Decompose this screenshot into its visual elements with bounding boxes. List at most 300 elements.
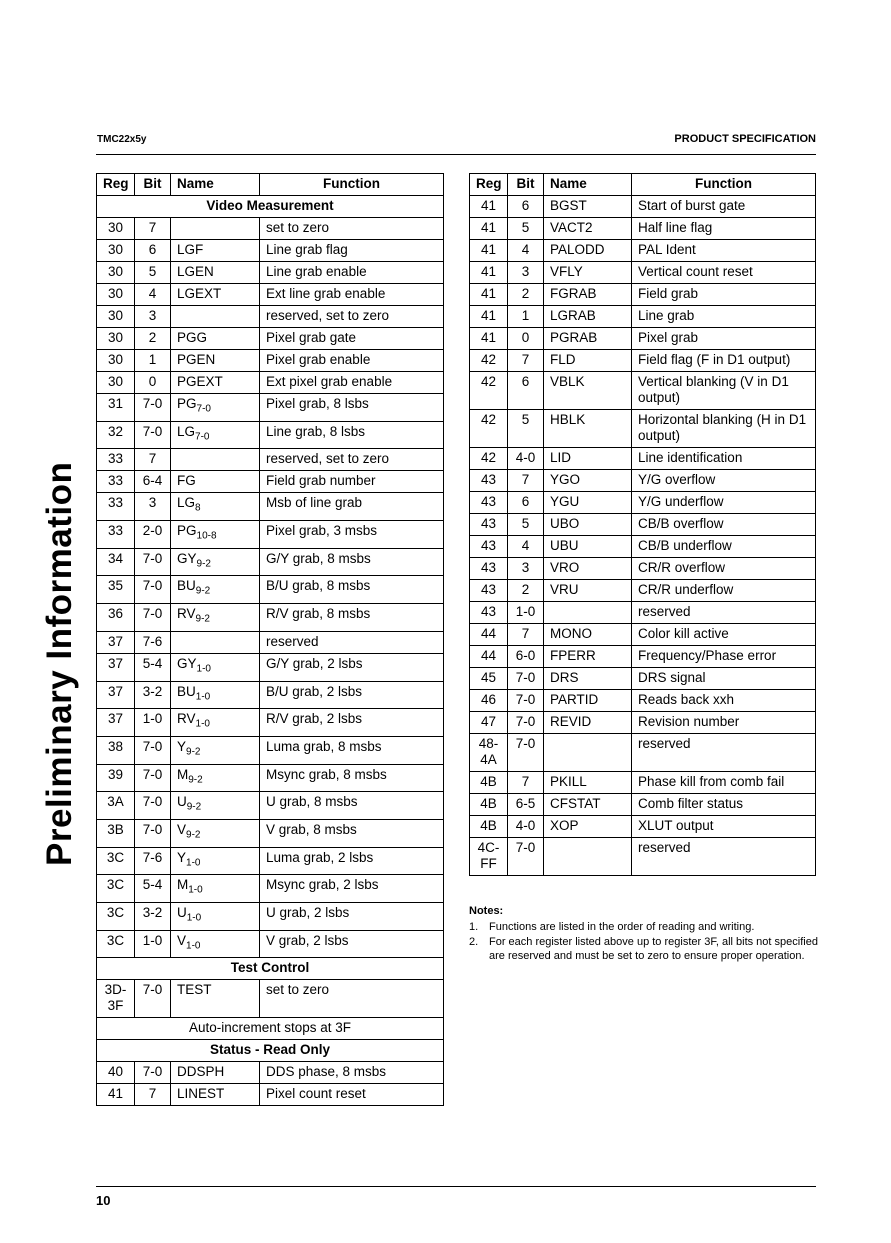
cell-name [544,646,632,668]
side-label: Preliminary Information [40,461,79,866]
cell-bit: 7 [508,624,544,646]
cell-function: CB/B overflow [632,514,816,536]
cell-bit: 7-0 [135,421,171,449]
cell-function: reserved, set to zero [260,306,444,328]
register-name: VRU [550,582,579,597]
notes-title: Notes: [469,905,504,917]
cell-reg: 32 [97,421,135,449]
cell-function: PAL Ident [632,240,816,262]
cell-reg: 30 [97,372,135,394]
cell-function: set to zero [260,218,444,240]
cell-bit: 4-0 [508,816,544,838]
bit-range-subscript: 9-2 [188,774,203,786]
table-row [470,580,816,602]
cell-name [544,262,632,284]
register-name: BU [177,683,196,699]
cell-reg: 46 [470,690,508,712]
col-header-bit: Bit [135,174,171,196]
cell-bit: 7 [508,772,544,794]
bit-range-subscript: 10-8 [196,530,217,542]
cell-function: R/V grab, 8 msbs [260,604,444,632]
cell-bit: 3-2 [135,903,171,931]
cell-bit: 7-0 [135,394,171,422]
bit-range-subscript: 9-2 [195,586,211,598]
cell-name [171,1062,260,1084]
cell-reg: 33 [97,471,135,493]
cell-reg: 42 [470,448,508,470]
cell-bit: 7-6 [135,631,171,653]
cell-bit: 0 [508,328,544,350]
col-header-reg: Reg [97,174,135,196]
cell-function: Revision number [632,712,816,734]
table-row [470,372,816,410]
cell-function: Line grab [632,306,816,328]
table-row [470,536,816,558]
register-name: PG [177,396,197,411]
cell-reg: 33 [97,521,135,549]
cell-reg: 30 [97,328,135,350]
cell-reg: 41 [470,262,508,284]
cell-reg: 3C [97,875,135,903]
cell-function: U grab, 2 lsbs [260,903,444,931]
table-row [470,284,816,306]
cell-name [171,764,260,792]
cell-name [544,514,632,536]
register-name: LG [177,423,196,439]
cell-reg: 42 [470,350,508,372]
cell-function: Frequency/Phase error [632,646,816,668]
table-row [97,471,444,493]
cell-name [544,492,632,514]
register-table-right [469,173,816,876]
cell-function: DDS phase, 8 msbs [260,1062,444,1084]
cell-reg: 4B [470,816,508,838]
bit-range-subscript: 7-0 [196,403,211,415]
notes [469,904,819,964]
section-row [97,958,444,980]
cell-name [171,262,260,284]
table-row [97,350,444,372]
cell-name [171,736,260,764]
cell-function: Reads back xxh [632,690,816,712]
register-name: U [177,905,187,920]
footer-rule [96,1186,816,1187]
cell-bit: 7-0 [508,668,544,690]
cell-bit: 1-0 [135,930,171,958]
cell-reg: 4C-FF [470,838,508,876]
cell-function: Msb of line grab [260,493,444,521]
col-header-reg: Reg [470,174,508,196]
table-row [470,492,816,514]
cell-name [544,712,632,734]
col-header-name: Name [171,174,260,196]
cell-bit: 7 [508,350,544,372]
cell-bit: 2 [508,580,544,602]
register-name: TEST [177,982,212,998]
cell-name [544,816,632,838]
cell-bit: 3 [508,262,544,284]
note-text: For each register listed above up to register 3F, all bits not specified are reserved and must be set to zero to ensure proper operation. [489,936,818,962]
cell-bit: 5-4 [135,875,171,903]
table-row [470,514,816,536]
cell-function: reserved [260,631,444,653]
register-name: PGEXT [177,374,223,389]
table-row [470,668,816,690]
cell-function: Comb filter status [632,794,816,816]
table-row [97,875,444,903]
cell-name [544,772,632,794]
col-header-bit: Bit [508,174,544,196]
cell-reg: 41 [470,306,508,328]
cell-reg: 36 [97,604,135,632]
register-name: PALODD [550,242,605,257]
register-name: VFLY [550,264,583,279]
cell-bit: 7-0 [135,736,171,764]
cell-function: Luma grab, 8 msbs [260,736,444,764]
cell-bit: 6-0 [508,646,544,668]
cell-reg: 37 [97,631,135,653]
cell-name [171,847,260,875]
table-row [97,980,444,1018]
table-row [97,421,444,449]
cell-reg: 30 [97,350,135,372]
table-row [97,709,444,737]
table-row [470,558,816,580]
cell-reg: 30 [97,262,135,284]
register-name: VACT2 [550,220,593,235]
cell-reg: 41 [470,196,508,218]
cell-name [171,653,260,681]
table-row [470,410,816,448]
cell-bit: 7-0 [508,838,544,876]
bit-range-subscript: 1-0 [188,885,203,896]
cell-name [171,576,260,604]
cell-name [544,602,632,624]
table-row [97,903,444,931]
register-name: RV [177,606,196,622]
table-header-row [97,174,444,196]
register-name: LID [550,450,572,465]
cell-reg: 3C [97,930,135,958]
cell-name [544,838,632,876]
cell-name [171,471,260,493]
cell-bit: 7-0 [135,548,171,576]
cell-bit: 3 [508,558,544,580]
cell-reg: 43 [470,470,508,492]
table-row [470,262,816,284]
cell-function: Start of burst gate [632,196,816,218]
cell-bit: 5 [508,514,544,536]
cell-reg: 41 [97,1084,135,1106]
register-name: GY [177,550,197,566]
register-name: VRO [550,560,580,575]
cell-function: reserved [632,734,816,772]
table-row [470,218,816,240]
bit-range-subscript: 1-0 [186,857,201,869]
cell-function: reserved [632,602,816,624]
col-header-function: Function [260,174,444,196]
cell-reg: 43 [470,492,508,514]
register-name: LGEN [177,264,214,279]
cell-bit: 6 [508,492,544,514]
cell-function: Y/G underflow [632,492,816,514]
cell-name [171,792,260,820]
table-row [470,470,816,492]
cell-name [171,1084,260,1106]
bit-range-subscript: 1-0 [195,718,210,730]
cell-reg: 34 [97,548,135,576]
cell-bit: 7 [135,218,171,240]
cell-function: Pixel grab enable [260,350,444,372]
bit-range-subscript: 1-0 [196,663,211,675]
cell-name [544,328,632,350]
cell-bit: 7-0 [508,712,544,734]
register-table-left [96,173,444,1106]
bit-range-subscript: 9-2 [196,558,211,570]
cell-reg: 41 [470,240,508,262]
cell-function: Pixel grab, 8 lsbs [260,394,444,422]
cell-name [171,930,260,958]
cell-name [544,410,632,448]
cell-function: Field flag (F in D1 output) [632,350,816,372]
cell-name [171,394,260,422]
cell-name [171,284,260,306]
cell-name [171,328,260,350]
cell-function: G/Y grab, 2 lsbs [260,653,444,681]
cell-name [171,903,260,931]
table-row [470,240,816,262]
table-row [97,736,444,764]
register-name: FGRAB [550,286,597,301]
cell-bit: 1-0 [508,602,544,624]
register-name: PGRAB [550,330,598,345]
cell-function: Luma grab, 2 lsbs [260,847,444,875]
cell-reg: 3C [97,847,135,875]
cell-function: CB/B underflow [632,536,816,558]
register-name: RV [177,711,196,727]
cell-bit: 5-4 [135,653,171,681]
register-name: UBO [550,516,580,531]
cell-function: Line identification [632,448,816,470]
table-row [97,681,444,709]
table-row [470,734,816,772]
cell-function: Pixel grab, 3 msbs [260,521,444,549]
cell-bit: 7-0 [135,576,171,604]
table-row [470,328,816,350]
table-row [470,448,816,470]
cell-name [544,624,632,646]
table-row [470,816,816,838]
cell-function: Pixel count reset [260,1084,444,1106]
cell-reg: 31 [97,394,135,422]
cell-reg: 33 [97,449,135,471]
register-name: PG [177,523,197,539]
register-name: MONO [550,626,592,641]
cell-name [544,284,632,306]
cell-function: Pixel grab [632,328,816,350]
cell-reg: 3D-3F [97,980,135,1018]
cell-name [171,819,260,847]
cell-name [544,470,632,492]
register-name: REVID [550,714,592,729]
cell-bit: 7-0 [508,690,544,712]
cell-reg: 43 [470,580,508,602]
cell-bit: 3 [135,493,171,521]
cell-bit: 6 [508,372,544,410]
table-row [97,653,444,681]
bit-range-subscript: 1-0 [186,912,202,924]
page-number: 10 [96,1193,111,1208]
cell-bit: 7-6 [135,847,171,875]
cell-function: XLUT output [632,816,816,838]
cell-bit: 1 [135,350,171,372]
cell-reg: 3C [97,903,135,931]
table-row [97,792,444,820]
cell-reg: 39 [97,764,135,792]
cell-reg: 40 [97,1062,135,1084]
table-row [97,328,444,350]
cell-name [544,372,632,410]
cell-reg: 4B [470,794,508,816]
bit-range-subscript: 7-0 [195,431,210,443]
register-name: LGEXT [177,286,222,301]
cell-function: reserved, set to zero [260,449,444,471]
cell-name [544,240,632,262]
cell-name [544,350,632,372]
table-row [97,930,444,958]
cell-name [171,631,260,653]
table-row [97,631,444,653]
cell-function: U grab, 8 msbs [260,792,444,820]
cell-function: Phase kill from comb fail [632,772,816,794]
cell-name [171,421,260,449]
cell-function: V grab, 2 lsbs [260,930,444,958]
cell-bit: 7-0 [135,604,171,632]
cell-bit: 5 [508,410,544,448]
cell-reg: 47 [470,712,508,734]
cell-name [544,558,632,580]
cell-bit: 4 [508,240,544,262]
cell-reg: 43 [470,558,508,580]
cell-reg: 41 [470,328,508,350]
cell-reg: 44 [470,624,508,646]
cell-function: Y/G overflow [632,470,816,492]
cell-reg: 43 [470,602,508,624]
register-name: HBLK [550,412,586,427]
note-item [469,920,819,934]
header-rule [96,154,816,155]
cell-name [544,536,632,558]
table-row [97,449,444,471]
cell-reg: 30 [97,306,135,328]
register-name: LINEST [177,1086,225,1102]
cell-reg: 41 [470,284,508,306]
note-row [97,1018,444,1040]
section-title: Test Control [97,958,444,980]
bit-range-subscript: 9-2 [186,801,202,813]
table-row [97,847,444,875]
bit-range-subscript: 9-2 [186,746,201,758]
table-row [470,690,816,712]
table-row [97,764,444,792]
cell-function: Vertical count reset [632,262,816,284]
col-header-function: Function [632,174,816,196]
register-name: U [177,794,187,810]
cell-bit: 6 [508,196,544,218]
cell-name [544,668,632,690]
cell-name [544,448,632,470]
cell-reg: 30 [97,284,135,306]
cell-name [544,580,632,602]
cell-bit: 7-0 [135,1062,171,1084]
register-name: LG [177,495,196,511]
cell-name [544,690,632,712]
table-note: Auto-increment stops at 3F [97,1018,444,1040]
cell-function: Field grab number [260,471,444,493]
cell-function: Vertical blanking (V in D1 output) [632,372,816,410]
cell-bit: 7 [135,449,171,471]
cell-function: Field grab [632,284,816,306]
register-name: VBLK [550,374,585,389]
cell-name [171,980,260,1018]
cell-function: R/V grab, 2 lsbs [260,709,444,737]
cell-name [544,196,632,218]
cell-function: B/U grab, 2 lsbs [260,681,444,709]
table-row [97,521,444,549]
table-row [97,819,444,847]
cell-name [544,218,632,240]
cell-name [171,449,260,471]
cell-bit: 4 [508,536,544,558]
cell-reg: 30 [97,218,135,240]
register-name: V [177,821,187,837]
register-name: M [177,766,189,782]
cell-reg: 30 [97,240,135,262]
table-row [97,604,444,632]
cell-bit: 7 [135,1084,171,1106]
register-name: YGU [550,494,580,509]
register-name: PGG [177,330,208,345]
cell-reg: 43 [470,514,508,536]
cell-name [171,372,260,394]
cell-function: Ext pixel grab enable [260,372,444,394]
table-row [97,218,444,240]
cell-function: Line grab, 8 lsbs [260,421,444,449]
cell-function: Ext line grab enable [260,284,444,306]
cell-bit: 4 [135,284,171,306]
register-name: FLD [550,352,576,367]
header-title: PRODUCT SPECIFICATION [674,133,816,145]
register-name: GY [177,655,197,671]
bit-range-subscript: 8 [195,503,201,515]
cell-function: Horizontal blanking (H in D1 output) [632,410,816,448]
cell-bit: 4-0 [508,448,544,470]
cell-bit: 6-5 [508,794,544,816]
bit-range-subscript: 1-0 [195,691,211,703]
cell-function: Line grab flag [260,240,444,262]
register-name: Y [177,849,187,865]
cell-bit: 2-0 [135,521,171,549]
cell-bit: 7-0 [508,734,544,772]
table-row [97,576,444,604]
table-row [470,602,816,624]
cell-bit: 6 [135,240,171,262]
cell-name [171,709,260,737]
register-name: XOP [550,818,579,833]
bit-range-subscript: 1-0 [186,940,201,952]
table-row [470,646,816,668]
cell-function: Color kill active [632,624,816,646]
